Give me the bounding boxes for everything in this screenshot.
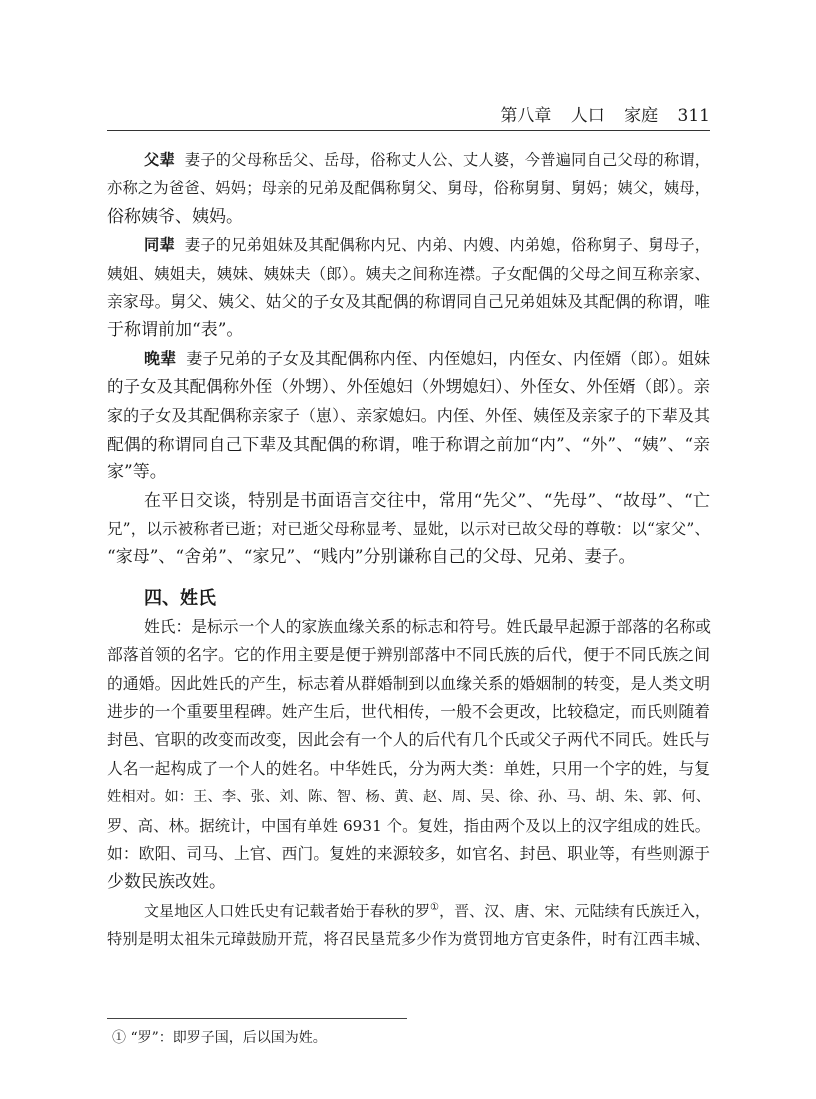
text: 家”等。 xyxy=(107,462,167,483)
paragraph-line xyxy=(107,613,710,641)
section-label: 人口 xyxy=(570,106,605,126)
paragraph-line xyxy=(107,231,710,259)
text: 少数民族改姓。 xyxy=(107,872,226,893)
text: 的通婚。因此姓氏的产生，标志着从群婚制到以血缘关系的婚姻制的转变，是人类文明 xyxy=(107,673,710,693)
text: 罗、高、林。据统计，中国有单姓 6931 个。复姓，指由两个及以上的汉字组成的姓氏。 xyxy=(107,816,710,835)
text: 如：欧阳、司马、上官、西门。复姓的来源较多，如官名、封邑、职业等，有些则源于 xyxy=(107,843,710,863)
text: 姓相对。如：王、李、张、刘、陈、智、杨、黄、赵、周、吴、徐、孙、马、胡、朱、郭、何、 xyxy=(107,789,710,806)
paragraph-line xyxy=(107,288,710,316)
text: 妻子的兄弟姐妹及其配偶称内兄、内弟、内嫂、内弟媳，俗称舅子、舅母子， xyxy=(184,236,711,255)
paragraph-line xyxy=(107,260,710,288)
paragraph-line xyxy=(107,840,710,868)
paragraph-line xyxy=(107,458,710,486)
footnote-ref[interactable]: ① xyxy=(430,901,440,913)
paragraph-line xyxy=(107,812,710,840)
text: ，晋、汉、唐、宋、元陆续有氏族迁入， xyxy=(439,901,710,920)
chapter-label: 第八章 xyxy=(500,106,552,126)
paragraph-line xyxy=(107,670,710,698)
page-number: 311 xyxy=(677,106,710,126)
paragraph-line xyxy=(107,203,710,231)
text: 亦称之为爸爸、妈妈；母亲的兄弟及配偶称舅父、舅母，俗称舅舅、舅妈；姨父，姨母， xyxy=(107,179,710,198)
paragraph-line xyxy=(107,487,710,515)
text: 妻子兄弟的子女及其配偶称内侄、内侄媳妇，内侄女、内侄婿（郎）。姐妹 xyxy=(186,348,710,368)
paragraph-line xyxy=(107,543,710,571)
paragraph-line xyxy=(107,174,710,202)
paragraph-line xyxy=(107,698,710,726)
term-label: 父辈 xyxy=(144,151,175,169)
term-label: 同辈 xyxy=(144,236,175,255)
text: 的子女及其配偶称外侄（外甥）、外侄媳妇（外甥媳妇）、外侄女、外侄婿（郎）。亲 xyxy=(107,377,710,397)
paragraph-line xyxy=(107,146,710,174)
text: 封邑、官职的改变而改变，因此会有一个人的后代有几个氏或父子两代不同氏。姓氏与 xyxy=(107,730,710,750)
paragraph-line xyxy=(107,868,710,896)
paragraph-line xyxy=(107,316,710,344)
text: 部落首领的名字。它的作用主要是便于辨别部落中不同氏族的后代，便于不同氏族之间 xyxy=(107,645,710,665)
text: 亲家母。舅父、姨父、姑父的子女及其配偶的称谓同自己兄弟姐妹及其配偶的称谓，唯 xyxy=(107,291,710,311)
paragraph-line xyxy=(107,373,710,401)
paragraph-line xyxy=(107,402,710,430)
term-label: 晚辈 xyxy=(144,348,177,368)
page-body xyxy=(107,146,710,954)
text: 家的子女及其配偶称亲家子（崽）、亲家媳妇。内侄、外侄、姨侄及亲家子的下辈及其 xyxy=(107,405,710,425)
paragraph-line xyxy=(107,897,710,925)
paragraph-line xyxy=(107,430,710,458)
text: 配偶的称谓同自己下辈及其配偶的称谓，唯于称谓之前加“内”、“外”、“姨”、“亲 xyxy=(107,433,710,454)
text: 俗称姨爷、姨妈。 xyxy=(107,206,243,227)
paragraph-line xyxy=(107,726,710,754)
text: 文星地区人口姓氏史有记载者始于春秋的罗 xyxy=(144,901,431,920)
footnote-text: “罗”：即罗子国，后以国为姓。 xyxy=(130,1030,327,1046)
paragraph-line xyxy=(107,515,710,543)
subsection-label: 家庭 xyxy=(624,106,659,126)
paragraph-line xyxy=(107,755,710,783)
text: 人名一起构成了一个人的姓名。中华姓氏，分为两大类：单姓，只用一个字的姓，与复 xyxy=(107,758,710,778)
text: 姓氏：是标示一个人的家族血缘关系的标志和符号。姓氏最早起源于部落的名称或 xyxy=(144,616,711,636)
running-header xyxy=(107,104,710,131)
paragraph-line: 特别是明太祖朱元璋鼓励开荒，将召民垦荒多少作为赏罚地方官吏条件，时有江西丰城、 xyxy=(107,930,710,949)
text: 在平日交谈，特别是书面语言交往中，常用“先父”、“先母”、“故母”、“亡 xyxy=(144,490,710,511)
text: 兄”，以示被称者已逝；对已逝父母称显考、显妣，以示对已故父母的尊敬：以“家父”、 xyxy=(107,520,710,539)
text: “家母”、“舍弟”、“家兄”、“贱内”分别谦称自己的父母、兄弟、妻子。 xyxy=(107,547,636,568)
text: 姨姐、姨姐夫，姨妹、姨妹夫（郎）。姨夫之间称连襟。子女配偶的父母之间互称亲家、 xyxy=(107,264,710,283)
paragraph-line xyxy=(107,345,710,373)
text: 进步的一个重要里程碑。姓产生后，世代相传，一般不会更改，比较稳定，而氏则随着 xyxy=(107,702,710,722)
footnote-mark: ① xyxy=(112,1030,126,1046)
paragraph-line xyxy=(107,783,710,811)
footnote xyxy=(112,1028,710,1048)
text: 妻子的父母称岳父、岳母，俗称丈人公、丈人婆，今普遍同自己父母的称谓， xyxy=(184,151,711,169)
footnote-divider xyxy=(107,1018,407,1019)
text: 于称谓前加“表”。 xyxy=(107,320,244,341)
section-heading: 四、姓氏 xyxy=(144,587,216,609)
paragraph-line xyxy=(107,641,710,669)
